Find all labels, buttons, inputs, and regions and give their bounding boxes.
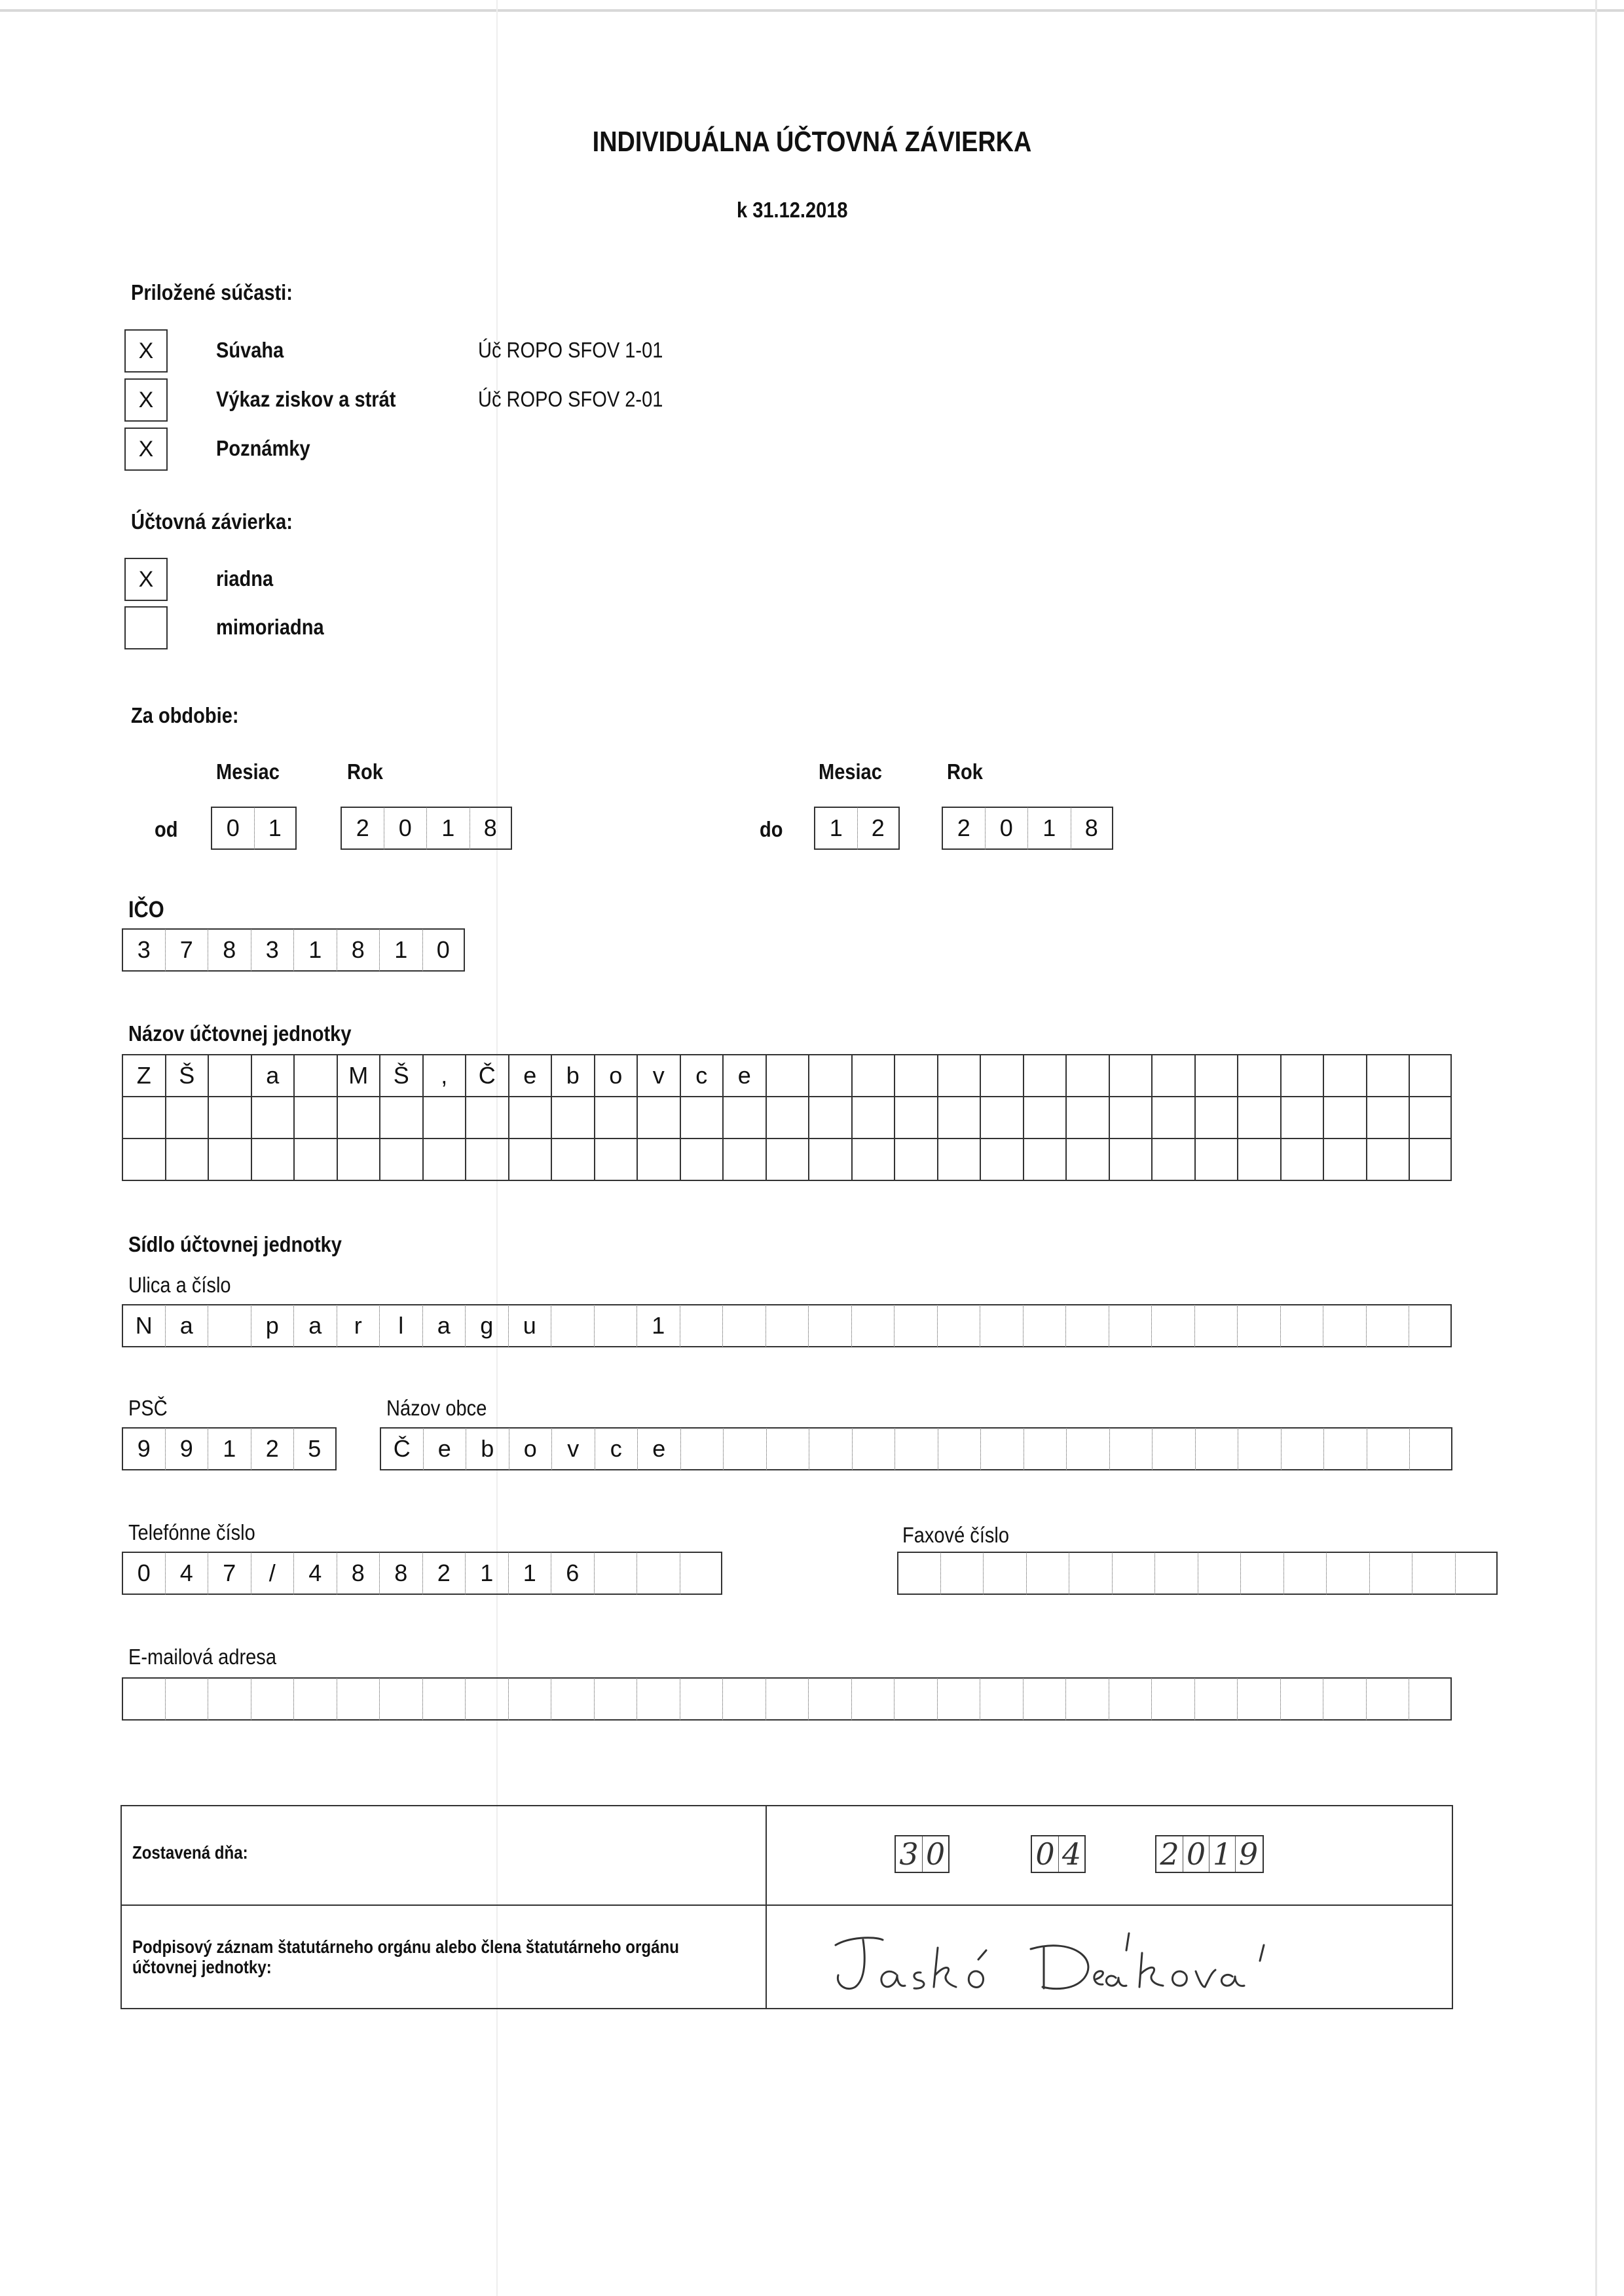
street-cell (1237, 1304, 1280, 1347)
report-date: k 31.12.2018 (737, 198, 848, 222)
entity-name-cell: Š (379, 1054, 422, 1097)
fax-cell (1069, 1552, 1112, 1595)
entity-name-cell (680, 1138, 723, 1181)
entity-name-cell (422, 1096, 466, 1139)
phone-cell: 1 (465, 1552, 508, 1595)
entity-name-cell (1109, 1096, 1152, 1139)
entity-name-cell (851, 1054, 895, 1097)
fax-cell (1369, 1552, 1412, 1595)
from-month-label: Mesiac (216, 759, 280, 784)
to-year-cell: 1 (1027, 807, 1071, 850)
handwritten-signature (822, 1919, 1294, 2003)
phone-cell: 4 (165, 1552, 208, 1595)
psc-field[interactable] (122, 1427, 337, 1470)
signature-label: Podpisový záznam štatutárneho orgánu alebo člena štatutárneho orgánu účtovnej jednotky: (132, 1937, 679, 1977)
fax-label: Faxové číslo (902, 1523, 1010, 1547)
entity-name-cell (1323, 1096, 1366, 1139)
city-cell (1066, 1427, 1109, 1470)
street-cell (851, 1304, 895, 1347)
entity-name-cell (165, 1138, 208, 1181)
email-cell (1109, 1677, 1152, 1721)
phone-cell: 1 (508, 1552, 551, 1595)
ico-cell: 3 (122, 928, 165, 972)
psc-label: PSČ (128, 1396, 168, 1420)
date-month-field[interactable] (1031, 1835, 1086, 1873)
from-year-cell: 2 (341, 807, 384, 850)
entity-name-cell: , (422, 1054, 466, 1097)
street-cell (980, 1304, 1023, 1347)
street-cell (594, 1304, 637, 1347)
email-cell (551, 1677, 594, 1721)
entity-name-cell (1151, 1096, 1194, 1139)
entity-name-cell (1366, 1138, 1409, 1181)
from-month-cell: 0 (211, 807, 254, 850)
street-cell (1065, 1304, 1109, 1347)
entity-name-cell (980, 1096, 1023, 1139)
attachment-checkbox-suvaha[interactable]: X (124, 329, 168, 373)
street-field[interactable] (122, 1304, 1452, 1347)
email-cell (293, 1677, 337, 1721)
entity-name-cell (208, 1138, 251, 1181)
entity-name-cell (1023, 1054, 1066, 1097)
entity-name-cell (1194, 1054, 1238, 1097)
phone-cell: 8 (379, 1552, 422, 1595)
fax-cell (1455, 1552, 1498, 1595)
street-cell: a (422, 1304, 466, 1347)
city-cell (723, 1427, 766, 1470)
page-title: INDIVIDUÁLNA ÚČTOVNÁ ZÁVIERKA (592, 126, 1032, 158)
entity-name-cell (208, 1096, 251, 1139)
entity-name-cell (766, 1054, 809, 1097)
entity-name-cell (122, 1096, 165, 1139)
entity-name-cell (251, 1138, 294, 1181)
attachment-label-poznamky: Poznámky (216, 436, 310, 460)
email-cell (766, 1677, 809, 1721)
street-cell (1194, 1304, 1238, 1347)
attachment-code-vykaz: Úč ROPO SFOV 2-01 (478, 387, 663, 411)
fax-cell (940, 1552, 984, 1595)
attachment-code-suvaha: Úč ROPO SFOV 1-01 (478, 338, 663, 362)
entity-name-cell (1065, 1096, 1109, 1139)
date-year-digit: 0 (1183, 1836, 1209, 1872)
closing-checkbox-riadna[interactable]: X (124, 558, 168, 601)
entity-name-cell (508, 1096, 551, 1139)
entity-name-cell (1366, 1096, 1409, 1139)
entity-name-cell (293, 1054, 337, 1097)
entity-name-cell: Č (465, 1054, 508, 1097)
closing-label-mimoriadna: mimoriadna (216, 615, 324, 639)
entity-name-cell: e (722, 1054, 766, 1097)
date-day-digit: 0 (922, 1836, 948, 1872)
fax-cell (1283, 1552, 1327, 1595)
entity-name-cell (1366, 1054, 1409, 1097)
email-cell (722, 1677, 766, 1721)
entity-name-cell (465, 1138, 508, 1181)
street-cell (680, 1304, 723, 1347)
street-label: Ulica a číslo (128, 1273, 231, 1297)
fax-cell (897, 1552, 940, 1595)
entity-name-cell (465, 1096, 508, 1139)
email-cell (1194, 1677, 1238, 1721)
city-cell (1409, 1427, 1452, 1470)
entity-name-cell (637, 1138, 680, 1181)
email-cell (379, 1677, 422, 1721)
city-cell (680, 1427, 724, 1470)
email-cell (1065, 1677, 1109, 1721)
entity-name-cell (379, 1138, 422, 1181)
street-cell (208, 1304, 251, 1347)
street-cell: g (465, 1304, 508, 1347)
psc-cell: 1 (208, 1427, 251, 1470)
email-cell (594, 1677, 637, 1721)
entity-name-cell (1065, 1054, 1109, 1097)
entity-name-row-2[interactable] (122, 1096, 1452, 1139)
entity-name-cell (1280, 1138, 1323, 1181)
ico-cell: 3 (251, 928, 294, 972)
entity-name-cell: Z (122, 1054, 165, 1097)
entity-name-cell (808, 1054, 851, 1097)
street-cell: p (251, 1304, 294, 1347)
date-year-field[interactable] (1155, 1835, 1264, 1873)
closing-checkbox-mimoriadna[interactable] (124, 606, 168, 649)
entity-name-cell (722, 1096, 766, 1139)
email-cell (337, 1677, 380, 1721)
phone-cell (680, 1552, 723, 1595)
entity-name-cell (851, 1138, 895, 1181)
entity-name-cell (594, 1096, 637, 1139)
psc-cell: 9 (122, 1427, 165, 1470)
entity-name-cell: Š (165, 1054, 208, 1097)
entity-name-cell (851, 1096, 895, 1139)
city-cell (1152, 1427, 1195, 1470)
phone-cell: 8 (337, 1552, 380, 1595)
entity-name-label: Názov účtovnej jednotky (128, 1021, 352, 1046)
entity-name-cell (1323, 1054, 1366, 1097)
street-cell (766, 1304, 809, 1347)
email-cell (122, 1677, 165, 1721)
street-cell: r (337, 1304, 380, 1347)
signature-block (120, 1805, 1453, 2009)
city-cell: e (637, 1427, 680, 1470)
email-cell (422, 1677, 466, 1721)
from-year-field[interactable] (341, 807, 512, 850)
entity-name-cell (1151, 1054, 1194, 1097)
entity-name-cell (122, 1138, 165, 1181)
ico-cell: 8 (337, 928, 380, 972)
city-cell (766, 1427, 809, 1470)
entity-name-cell (1237, 1096, 1280, 1139)
entity-name-cell: v (637, 1054, 680, 1097)
from-year-cell: 0 (384, 807, 427, 850)
street-cell: a (293, 1304, 337, 1347)
city-cell (938, 1427, 981, 1470)
date-month-digit: 4 (1058, 1836, 1084, 1872)
entity-name-cell (937, 1054, 980, 1097)
entity-name-cell (937, 1096, 980, 1139)
address-heading: Sídlo účtovnej jednotky (128, 1232, 342, 1256)
entity-name-cell (766, 1138, 809, 1181)
city-cell (809, 1427, 852, 1470)
city-cell: e (423, 1427, 466, 1470)
ico-cell: 1 (293, 928, 337, 972)
street-cell: 1 (637, 1304, 680, 1347)
entity-name-cell (937, 1138, 980, 1181)
date-year-digit: 9 (1235, 1836, 1261, 1872)
signature-divider-horizontal (122, 1904, 1452, 1906)
email-cell (808, 1677, 851, 1721)
entity-name-cell (1194, 1096, 1238, 1139)
street-cell (1023, 1304, 1066, 1347)
entity-name-cell (594, 1138, 637, 1181)
entity-name-cell (1023, 1096, 1066, 1139)
entity-name-cell (808, 1138, 851, 1181)
entity-name-cell (508, 1138, 551, 1181)
entity-name-cell (422, 1138, 466, 1181)
street-cell (1151, 1304, 1194, 1347)
email-cell (251, 1677, 294, 1721)
to-year-cell: 2 (942, 807, 985, 850)
entity-name-cell (165, 1096, 208, 1139)
street-cell (1409, 1304, 1452, 1347)
entity-name-cell (208, 1054, 251, 1097)
email-cell (1366, 1677, 1409, 1721)
ico-field[interactable] (122, 928, 465, 972)
ico-cell: 7 (165, 928, 208, 972)
entity-name-cell (1109, 1138, 1152, 1181)
email-cell (637, 1677, 680, 1721)
street-cell: l (379, 1304, 422, 1347)
city-field[interactable] (380, 1427, 1452, 1470)
email-cell (1237, 1677, 1280, 1721)
entity-name-cell: M (337, 1054, 380, 1097)
entity-name-cell (980, 1138, 1023, 1181)
entity-name-cell (337, 1096, 380, 1139)
ico-cell: 8 (208, 928, 251, 972)
phone-cell (637, 1552, 680, 1595)
period-heading: Za obdobie: (131, 703, 239, 727)
email-cell (680, 1677, 723, 1721)
to-label: do (760, 817, 783, 841)
entity-name-cell (980, 1054, 1023, 1097)
signature-divider-vertical (766, 1806, 767, 2008)
entity-name-cell (379, 1096, 422, 1139)
to-month-cell: 1 (814, 807, 857, 850)
entity-name-cell (1065, 1138, 1109, 1181)
entity-name-cell (1409, 1054, 1452, 1097)
city-cell: b (466, 1427, 509, 1470)
email-label: E-mailová adresa (128, 1645, 276, 1669)
city-cell (852, 1427, 895, 1470)
entity-name-cell (1280, 1054, 1323, 1097)
entity-name-cell: e (508, 1054, 551, 1097)
phone-cell: 4 (293, 1552, 337, 1595)
to-year-field[interactable] (942, 807, 1113, 850)
entity-name-cell (637, 1096, 680, 1139)
city-label: Názov obce (386, 1396, 487, 1420)
fax-cell (1412, 1552, 1455, 1595)
to-year-label: Rok (947, 759, 983, 784)
entity-name-cell (1237, 1054, 1280, 1097)
entity-name-cell (1023, 1138, 1066, 1181)
entity-name-cell (808, 1096, 851, 1139)
entity-name-cell (894, 1054, 937, 1097)
email-cell (851, 1677, 895, 1721)
city-cell (1367, 1427, 1410, 1470)
email-cell (937, 1677, 980, 1721)
entity-name-cell (1151, 1138, 1194, 1181)
email-cell (465, 1677, 508, 1721)
attachment-label-suvaha: Súvaha (216, 338, 284, 362)
street-cell (1323, 1304, 1366, 1347)
date-month-digit: 0 (1035, 1836, 1055, 1872)
city-cell (1195, 1427, 1238, 1470)
right-border-line (1595, 0, 1597, 2296)
date-day-field[interactable] (895, 1835, 950, 1873)
email-cell (1151, 1677, 1194, 1721)
email-cell (508, 1677, 551, 1721)
ico-cell: 0 (422, 928, 466, 972)
street-cell: N (122, 1304, 165, 1347)
phone-field[interactable] (122, 1552, 722, 1595)
phone-cell: 6 (551, 1552, 594, 1595)
email-cell (1280, 1677, 1323, 1721)
entity-name-cell (251, 1096, 294, 1139)
phone-cell: 2 (422, 1552, 466, 1595)
city-cell: o (509, 1427, 552, 1470)
street-cell (808, 1304, 851, 1347)
top-border-line (0, 9, 1624, 12)
entity-name-cell (1409, 1096, 1452, 1139)
street-cell (1366, 1304, 1409, 1347)
fax-cell (1112, 1552, 1155, 1595)
phone-cell: 0 (122, 1552, 165, 1595)
city-cell (1238, 1427, 1281, 1470)
entity-name-cell (1109, 1054, 1152, 1097)
from-year-label: Rok (347, 759, 383, 784)
entity-name-cell (551, 1096, 594, 1139)
city-cell: c (595, 1427, 638, 1470)
from-month-field[interactable] (211, 807, 297, 850)
city-cell: Č (380, 1427, 423, 1470)
attachments-heading: Priložené súčasti: (131, 280, 293, 304)
date-compiled-label: Zostavená dňa: (132, 1842, 248, 1863)
attachment-label-vykaz: Výkaz ziskov a strát (216, 387, 396, 411)
entity-name-cell (1280, 1096, 1323, 1139)
fax-cell (1326, 1552, 1369, 1595)
street-cell: a (165, 1304, 208, 1347)
to-month-label: Mesiac (819, 759, 882, 784)
closing-type-heading: Účtovná závierka: (131, 509, 293, 534)
street-cell: u (508, 1304, 551, 1347)
entity-name-row-3[interactable] (122, 1138, 1452, 1181)
street-cell (937, 1304, 980, 1347)
closing-label-riadna: riadna (216, 566, 274, 591)
email-cell (1323, 1677, 1366, 1721)
entity-name-cell (766, 1096, 809, 1139)
entity-name-cell (1323, 1138, 1366, 1181)
street-cell (722, 1304, 766, 1347)
email-field[interactable] (122, 1677, 1452, 1721)
psc-cell: 2 (251, 1427, 294, 1470)
entity-name-cell: c (680, 1054, 723, 1097)
entity-name-row-1[interactable] (122, 1054, 1452, 1097)
date-day-digit: 3 (899, 1836, 919, 1872)
attachment-checkbox-vykaz[interactable]: X (124, 378, 168, 422)
entity-name-cell (680, 1096, 723, 1139)
entity-name-cell (1194, 1138, 1238, 1181)
street-cell (551, 1304, 594, 1347)
city-cell (980, 1427, 1024, 1470)
from-label: od (155, 817, 178, 841)
attachment-checkbox-poznamky[interactable]: X (124, 428, 168, 471)
psc-cell: 9 (165, 1427, 208, 1470)
email-cell (1023, 1677, 1066, 1721)
street-cell (894, 1304, 937, 1347)
entity-name-cell (551, 1138, 594, 1181)
fax-field[interactable] (897, 1552, 1498, 1595)
phone-cell: / (251, 1552, 294, 1595)
psc-cell: 5 (293, 1427, 337, 1470)
phone-cell: 7 (208, 1552, 251, 1595)
phone-cell (594, 1552, 637, 1595)
fax-cell (1026, 1552, 1069, 1595)
entity-name-cell: o (594, 1054, 637, 1097)
city-cell (895, 1427, 938, 1470)
city-cell (1323, 1427, 1367, 1470)
entity-name-cell (293, 1096, 337, 1139)
from-year-cell: 1 (426, 807, 470, 850)
entity-name-cell (894, 1096, 937, 1139)
to-month-field[interactable] (814, 807, 900, 850)
entity-name-cell (722, 1138, 766, 1181)
date-year-digit: 2 (1160, 1836, 1179, 1872)
to-month-cell: 2 (857, 807, 900, 850)
entity-name-cell (337, 1138, 380, 1181)
phone-label: Telefónne číslo (128, 1520, 255, 1544)
entity-name-cell: b (551, 1054, 594, 1097)
entity-name-cell: a (251, 1054, 294, 1097)
city-cell (1024, 1427, 1067, 1470)
city-cell: v (551, 1427, 595, 1470)
street-cell (1109, 1304, 1152, 1347)
ico-label: IČO (128, 897, 164, 922)
city-cell (1281, 1427, 1324, 1470)
email-cell (208, 1677, 251, 1721)
email-cell (894, 1677, 937, 1721)
ico-cell: 1 (379, 928, 422, 972)
email-cell (165, 1677, 208, 1721)
fax-cell (1154, 1552, 1198, 1595)
city-cell (1109, 1427, 1153, 1470)
entity-name-cell (894, 1138, 937, 1181)
fax-cell (983, 1552, 1026, 1595)
entity-name-cell (1237, 1138, 1280, 1181)
fax-cell (1198, 1552, 1241, 1595)
from-year-cell: 8 (470, 807, 513, 850)
to-year-cell: 8 (1071, 807, 1114, 850)
to-year-cell: 0 (985, 807, 1028, 850)
street-cell (1280, 1304, 1323, 1347)
fax-cell (1240, 1552, 1283, 1595)
email-cell (980, 1677, 1023, 1721)
entity-name-cell (293, 1138, 337, 1181)
entity-name-cell (1409, 1138, 1452, 1181)
email-cell (1409, 1677, 1452, 1721)
date-year-digit: 1 (1209, 1836, 1235, 1872)
from-month-cell: 1 (254, 807, 297, 850)
